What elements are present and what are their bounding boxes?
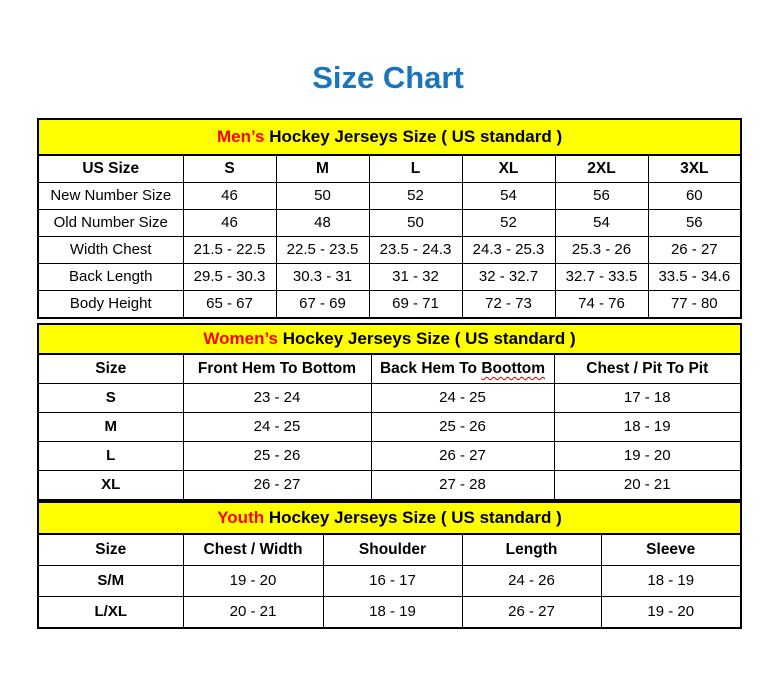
table-row bbox=[38, 597, 741, 629]
column-header: Shoulder bbox=[323, 534, 462, 566]
size-value: 22.5 - 23.5 bbox=[276, 237, 369, 264]
column-header: 3XL bbox=[648, 155, 741, 183]
womens-banner-highlight: Women’s bbox=[203, 329, 278, 348]
column-header: 2XL bbox=[555, 155, 648, 183]
column-header: XL bbox=[462, 155, 555, 183]
size-value: 27 - 28 bbox=[371, 471, 554, 501]
size-value: 31 - 32 bbox=[369, 264, 462, 291]
table-row bbox=[38, 471, 741, 501]
size-value: 50 bbox=[276, 183, 369, 210]
size-value: 24 - 26 bbox=[462, 566, 601, 597]
size-value: 52 bbox=[369, 183, 462, 210]
size-tables-container bbox=[37, 118, 740, 629]
mens-header-row bbox=[38, 155, 741, 183]
size-value: 54 bbox=[555, 210, 648, 237]
size-value: 23 - 24 bbox=[183, 384, 371, 413]
mens-table-banner bbox=[38, 119, 741, 155]
table-row bbox=[38, 442, 741, 471]
youth-size-table bbox=[37, 501, 742, 629]
size-value: 18 - 19 bbox=[601, 566, 741, 597]
row-label: Back Length bbox=[38, 264, 183, 291]
size-value: 18 - 19 bbox=[554, 413, 741, 442]
row-label: S bbox=[38, 384, 183, 413]
size-value: 77 - 80 bbox=[648, 291, 741, 319]
size-value: 46 bbox=[183, 183, 276, 210]
row-label: Body Height bbox=[38, 291, 183, 319]
size-value: 52 bbox=[462, 210, 555, 237]
size-value: 56 bbox=[648, 210, 741, 237]
size-value: 19 - 20 bbox=[183, 566, 323, 597]
youth-header-row bbox=[38, 534, 741, 566]
size-value: 65 - 67 bbox=[183, 291, 276, 319]
column-header-text: Back Hem To bbox=[379, 360, 482, 377]
youth-banner-row bbox=[38, 502, 741, 534]
size-value: 67 - 69 bbox=[276, 291, 369, 319]
size-value: 32 - 32.7 bbox=[462, 264, 555, 291]
size-value: 24.3 - 25.3 bbox=[462, 237, 555, 264]
size-value: 48 bbox=[276, 210, 369, 237]
table-row bbox=[38, 384, 741, 413]
womens-banner-row bbox=[38, 324, 741, 354]
size-value: 20 - 21 bbox=[183, 597, 323, 629]
size-value: 56 bbox=[555, 183, 648, 210]
womens-header-row bbox=[38, 354, 741, 384]
size-value: 29.5 - 30.3 bbox=[183, 264, 276, 291]
column-header: Size bbox=[38, 354, 183, 384]
table-row bbox=[38, 237, 741, 264]
size-value: 72 - 73 bbox=[462, 291, 555, 319]
size-value: 69 - 71 bbox=[369, 291, 462, 319]
size-value: 24 - 25 bbox=[183, 413, 371, 442]
row-label: Old Number Size bbox=[38, 210, 183, 237]
mens-banner-row bbox=[38, 119, 741, 155]
row-label: New Number Size bbox=[38, 183, 183, 210]
column-header: M bbox=[276, 155, 369, 183]
table-row bbox=[38, 291, 741, 319]
size-value: 25 - 26 bbox=[371, 413, 554, 442]
row-label: S/M bbox=[38, 566, 183, 597]
column-header: Sleeve bbox=[601, 534, 741, 566]
column-header: Chest / Width bbox=[183, 534, 323, 566]
page-title: Size Chart bbox=[312, 60, 464, 95]
size-value: 16 - 17 bbox=[323, 566, 462, 597]
column-header bbox=[371, 354, 554, 384]
mens-banner-highlight: Men’s bbox=[216, 127, 265, 146]
size-value: 50 bbox=[369, 210, 462, 237]
column-header: Chest / Pit To Pit bbox=[554, 354, 741, 384]
size-value: 19 - 20 bbox=[601, 597, 741, 629]
size-value: 74 - 76 bbox=[555, 291, 648, 319]
column-header: L bbox=[369, 155, 462, 183]
size-value: 23.5 - 24.3 bbox=[369, 237, 462, 264]
row-label: Width Chest bbox=[38, 237, 183, 264]
womens-table-banner bbox=[38, 324, 741, 354]
column-header: Length bbox=[462, 534, 601, 566]
table-row bbox=[38, 264, 741, 291]
mens-size-table bbox=[37, 118, 742, 319]
size-value: 60 bbox=[648, 183, 741, 210]
size-value: 54 bbox=[462, 183, 555, 210]
size-value: 24 - 25 bbox=[371, 384, 554, 413]
size-value: 19 - 20 bbox=[554, 442, 741, 471]
column-header: S bbox=[183, 155, 276, 183]
size-value: 26 - 27 bbox=[462, 597, 601, 629]
youth-banner-highlight: Youth bbox=[217, 508, 265, 527]
youth-table-banner bbox=[38, 502, 741, 534]
column-header: Size bbox=[38, 534, 183, 566]
size-value: 25.3 - 26 bbox=[555, 237, 648, 264]
size-value: 30.3 - 31 bbox=[276, 264, 369, 291]
size-value: 32.7 - 33.5 bbox=[555, 264, 648, 291]
table-row bbox=[38, 210, 741, 237]
column-header: US Size bbox=[38, 155, 183, 183]
row-label: L bbox=[38, 442, 183, 471]
mens-banner-text: Hockey Jerseys Size ( US standard ) bbox=[264, 127, 563, 146]
size-value: 26 - 27 bbox=[371, 442, 554, 471]
youth-banner-text: Hockey Jerseys Size ( US standard ) bbox=[264, 508, 562, 527]
table-row bbox=[38, 183, 741, 210]
row-label: L/XL bbox=[38, 597, 183, 629]
column-header: Front Hem To Bottom bbox=[183, 354, 371, 384]
size-value: 20 - 21 bbox=[554, 471, 741, 501]
size-value: 33.5 - 34.6 bbox=[648, 264, 741, 291]
row-label: XL bbox=[38, 471, 183, 501]
size-value: 21.5 - 22.5 bbox=[183, 237, 276, 264]
womens-size-table bbox=[37, 323, 742, 501]
size-value: 17 - 18 bbox=[554, 384, 741, 413]
size-value: 18 - 19 bbox=[323, 597, 462, 629]
size-value: 25 - 26 bbox=[183, 442, 371, 471]
row-label: M bbox=[38, 413, 183, 442]
size-value: 26 - 27 bbox=[648, 237, 741, 264]
table-row bbox=[38, 566, 741, 597]
misspelled-word: Boottom bbox=[481, 360, 546, 377]
size-value: 46 bbox=[183, 210, 276, 237]
size-value: 26 - 27 bbox=[183, 471, 371, 501]
womens-banner-text: Hockey Jerseys Size ( US standard ) bbox=[278, 329, 576, 348]
table-row bbox=[38, 413, 741, 442]
